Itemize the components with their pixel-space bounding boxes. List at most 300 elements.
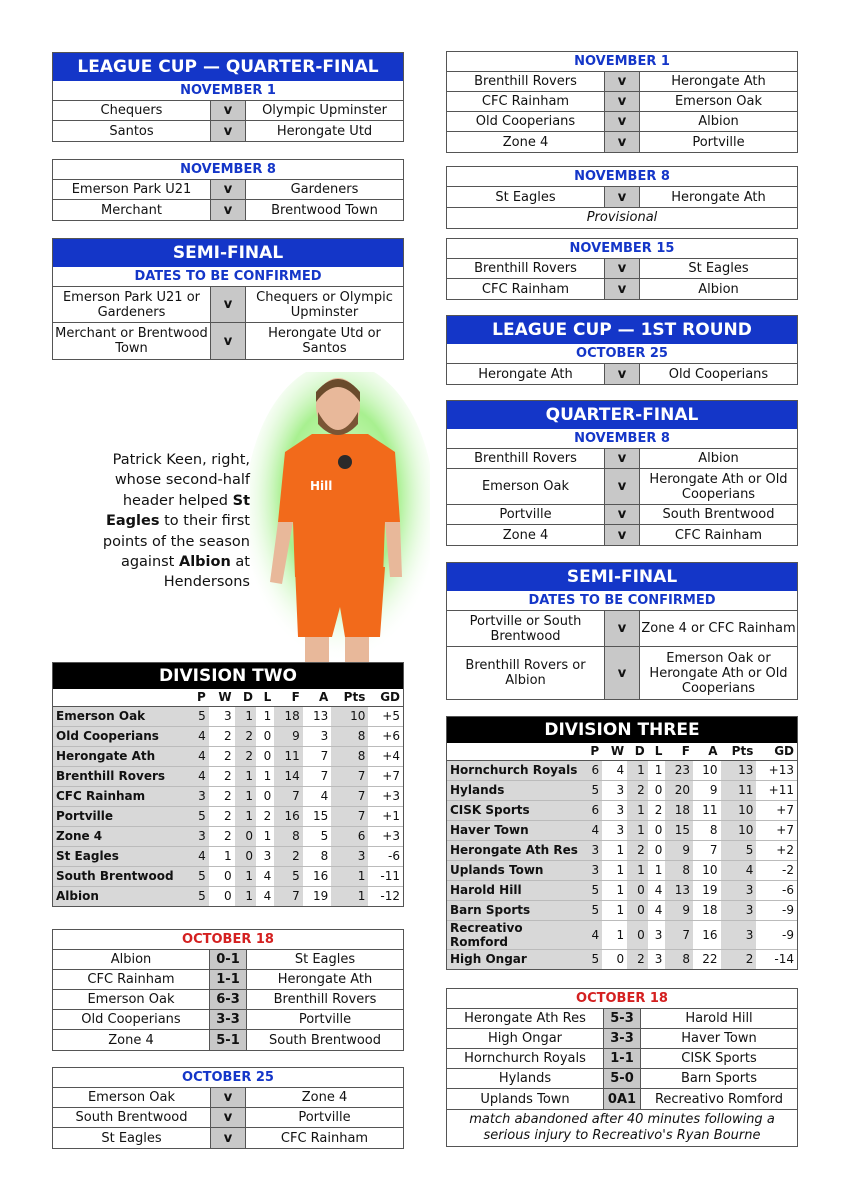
- stat-cell: 5: [583, 949, 602, 969]
- home-team: Merchant or Brentwood Town: [55, 326, 208, 356]
- fixture-row: [447, 132, 797, 152]
- stat-cell: 2: [209, 786, 235, 806]
- table-row: [53, 866, 403, 886]
- away-team: Zone 4 or CFC Rainham: [641, 621, 796, 636]
- score: 5-1: [209, 1030, 247, 1050]
- stat-cell: 9: [274, 726, 303, 746]
- stat-cell: 19: [312, 889, 329, 904]
- stat-cell: 0: [616, 952, 625, 967]
- provisional-note: Provisional: [447, 207, 797, 228]
- stat-cell: 5: [189, 866, 209, 886]
- column-header: A: [693, 743, 721, 760]
- stat-cell: 10: [721, 800, 757, 820]
- home-team: Brenthill Rovers: [474, 451, 577, 466]
- away-team: Portville: [692, 134, 745, 150]
- team-name: Hornchurch Royals: [447, 760, 583, 780]
- stat-cell: 3: [648, 920, 666, 949]
- home-team: Zone 4: [502, 527, 549, 543]
- home-team: Santos: [109, 123, 154, 139]
- home-team: St Eagles: [495, 189, 556, 205]
- home-team: Uplands Town: [480, 1091, 570, 1107]
- stat-cell: 7: [274, 886, 303, 906]
- div2-oct18-results: [52, 929, 404, 1051]
- versus-label: v: [604, 469, 640, 504]
- stat-cell: 1: [209, 846, 235, 866]
- stat-cell: 16: [274, 806, 303, 826]
- stat-cell: 1: [256, 826, 274, 846]
- stat-cell: 5: [303, 826, 332, 846]
- team-name: Zone 4: [53, 826, 189, 846]
- table-title: DIVISION TWO: [53, 663, 403, 689]
- qf2-box: [446, 400, 798, 546]
- away-team: Harold Hill: [685, 1011, 753, 1026]
- stat-cell: 8: [693, 820, 721, 840]
- stat-cell: +2: [756, 840, 797, 860]
- stat-cell: 16: [693, 920, 721, 949]
- stat-cell: 4: [602, 760, 627, 780]
- fixture-row: [53, 950, 403, 970]
- stat-cell: +6: [368, 726, 403, 746]
- fixture-row: [447, 364, 797, 384]
- stat-cell: 7: [331, 786, 368, 806]
- stat-cell: 4: [263, 889, 272, 904]
- stat-cell: 4: [648, 880, 666, 900]
- stat-cell: 7: [331, 766, 368, 786]
- stat-cell: 13: [665, 880, 693, 900]
- home-team: South Brentwood: [75, 1110, 188, 1125]
- versus-label: v: [210, 200, 246, 220]
- stat-cell: 4: [648, 900, 666, 920]
- fixture-row: [53, 180, 403, 200]
- stat-cell: 13: [303, 706, 332, 726]
- stat-cell: 1: [602, 920, 627, 949]
- section-header: SEMI-FINAL: [53, 239, 403, 267]
- stat-cell: 1: [627, 760, 648, 780]
- stat-cell: 2: [627, 840, 648, 860]
- stat-cell: 2: [209, 826, 235, 846]
- column-header: F: [274, 689, 303, 706]
- stat-cell: 10: [331, 706, 368, 726]
- fixture-row: [447, 279, 797, 299]
- away-team: South Brentwood: [268, 1032, 382, 1048]
- section-header: SEMI-FINAL: [447, 563, 797, 591]
- stat-cell: 1: [235, 786, 256, 806]
- stat-cell: -11: [368, 866, 403, 886]
- stat-cell: 5: [189, 886, 209, 906]
- table-row: [53, 706, 403, 726]
- score: 0-1: [209, 950, 247, 969]
- stat-cell: 5: [721, 840, 757, 860]
- caption-text: to their first points of the season against: [102, 513, 250, 571]
- versus-label: v: [604, 364, 640, 384]
- table-row: [447, 949, 797, 969]
- stat-cell: 3: [256, 846, 274, 866]
- home-team: Hylands: [498, 1071, 552, 1086]
- stat-cell: 4: [721, 860, 757, 880]
- caption-team: Albion: [178, 554, 231, 571]
- stat-cell: 4: [189, 726, 209, 746]
- stat-cell: 8: [303, 846, 332, 866]
- stat-cell: 3: [721, 900, 757, 920]
- table-row: [447, 860, 797, 880]
- versus-label: v: [210, 1108, 246, 1127]
- stat-cell: 11: [721, 780, 757, 800]
- score: 3-3: [209, 1010, 247, 1029]
- home-team: Emerson Oak: [481, 479, 570, 494]
- league-cup-qf-box: [52, 52, 404, 142]
- fixture-row: [53, 200, 403, 220]
- stat-cell: 1: [235, 866, 256, 886]
- home-team: High Ongar: [487, 1031, 563, 1046]
- stat-cell: 5: [189, 806, 209, 826]
- away-team: St Eagles: [294, 952, 356, 967]
- team-name: Barn Sports: [447, 900, 583, 920]
- fixture-row: [447, 72, 797, 92]
- home-team: Emerson Park U21 or Gardeners: [62, 289, 201, 320]
- fixture-row: [447, 187, 797, 207]
- stat-cell: 1: [627, 860, 648, 880]
- stat-cell: 1: [648, 760, 666, 780]
- fixture-row: [53, 970, 403, 990]
- table-header-row: [447, 743, 797, 760]
- away-team: Herongate Ath or Old Cooperians: [649, 471, 788, 502]
- fixture-row: [447, 1049, 797, 1069]
- column-header: Pts: [331, 689, 368, 706]
- stat-cell: 2: [627, 949, 648, 969]
- stat-cell: 18: [274, 706, 303, 726]
- home-team: Old Cooperians: [81, 1012, 181, 1027]
- table-row: [447, 820, 797, 840]
- stat-cell: 1: [648, 860, 666, 880]
- away-team: Barn Sports: [680, 1071, 758, 1086]
- stat-cell: 6: [331, 826, 368, 846]
- away-team: CISK Sports: [681, 1051, 757, 1066]
- stat-cell: 3: [721, 880, 757, 900]
- away-team: Herongate Ath: [277, 972, 373, 987]
- score: 0A1: [603, 1089, 641, 1109]
- away-team: Herongate Utd: [276, 123, 373, 139]
- fixture-row: [447, 92, 797, 112]
- stat-cell: 9: [665, 900, 693, 920]
- home-team: Emerson Oak: [87, 1090, 176, 1105]
- stat-cell: -9: [756, 920, 797, 949]
- stat-cell: +7: [756, 820, 797, 840]
- stat-cell: 19: [693, 880, 721, 900]
- away-team: Zone 4: [301, 1090, 348, 1105]
- home-team: CFC Rainham: [87, 972, 175, 987]
- stat-cell: 7: [274, 786, 303, 806]
- stat-cell: 10: [693, 760, 721, 780]
- stat-cell: 16: [303, 866, 332, 886]
- fixture-row: [53, 990, 403, 1010]
- versus-label: v: [210, 287, 246, 322]
- league-table: [447, 743, 797, 969]
- column-header: P: [583, 743, 602, 760]
- abandoned-note: match abandoned after 40 minutes following a serious injury to Recreativo's Ryan Bourne: [447, 1109, 797, 1146]
- fixture-date: NOVEMBER 1: [447, 52, 797, 72]
- versus-label: v: [604, 92, 640, 111]
- table-row: [53, 726, 403, 746]
- league-cup-qf-nov8-box: [52, 159, 404, 221]
- stat-cell: 11: [274, 746, 303, 766]
- stat-cell: 5: [583, 880, 602, 900]
- team-name: Herongate Ath Res: [447, 840, 583, 860]
- stat-cell: 0: [256, 746, 274, 766]
- table-title: DIVISION THREE: [447, 717, 797, 743]
- away-team: Emerson Oak or Herongate Ath or Old Cooperians: [649, 650, 788, 696]
- stat-cell: 1: [331, 866, 368, 886]
- nov1-fixtures: [446, 51, 798, 153]
- stat-cell: 3: [721, 920, 757, 949]
- team-name: Haver Town: [447, 820, 583, 840]
- nov8-fixtures: [446, 166, 798, 229]
- stat-cell: 3: [209, 706, 235, 726]
- stat-cell: 0: [648, 840, 666, 860]
- stat-cell: -9: [756, 900, 797, 920]
- nov15-fixtures: [446, 238, 798, 300]
- column-header: D: [627, 743, 648, 760]
- fixture-row: [53, 101, 403, 121]
- fixture-row: [447, 647, 797, 699]
- table-row: [53, 806, 403, 826]
- team-name: Portville: [53, 806, 189, 826]
- div3-oct18-results: [446, 988, 798, 1147]
- table-row: [447, 780, 797, 800]
- away-team: Herongate Ath: [671, 189, 766, 205]
- stat-cell: 0: [235, 846, 256, 866]
- home-team: Old Cooperians: [475, 114, 576, 129]
- fixture-row: [53, 1088, 403, 1108]
- division-two-table: [52, 662, 404, 907]
- stat-cell: 3: [303, 726, 332, 746]
- stat-cell: 0: [235, 826, 256, 846]
- stat-cell: 7: [303, 746, 332, 766]
- stat-cell: -6: [368, 846, 403, 866]
- stat-cell: 2: [627, 780, 648, 800]
- away-team: CFC Rainham: [280, 1130, 369, 1146]
- stat-cell: 1: [235, 766, 256, 786]
- column-header: GD: [368, 689, 403, 706]
- table-row: [53, 846, 403, 866]
- stat-cell: 1: [602, 900, 627, 920]
- stat-cell: +7: [368, 766, 403, 786]
- stat-cell: 6: [583, 800, 602, 820]
- home-team: Merchant: [101, 202, 162, 218]
- league-cup-r1-box: [446, 315, 798, 385]
- score: 5-0: [603, 1069, 641, 1088]
- versus-label: v: [210, 101, 246, 120]
- div2-oct25-fixtures: [52, 1067, 404, 1149]
- photo-caption: [100, 450, 250, 593]
- stat-cell: 3: [189, 786, 209, 806]
- score: 1-1: [209, 970, 247, 989]
- stat-cell: +4: [368, 746, 403, 766]
- column-header: GD: [756, 743, 797, 760]
- home-team: Brenthill Rovers: [474, 261, 577, 276]
- home-team: Herongate Ath Res: [464, 1011, 586, 1026]
- stat-cell: 2: [648, 800, 666, 820]
- home-team: Brenthill Rovers or Albion: [465, 658, 586, 688]
- stat-cell: 0: [627, 880, 648, 900]
- fixture-row: [53, 1030, 403, 1050]
- home-team: Chequers: [100, 103, 163, 118]
- score: 5-3: [603, 1009, 641, 1028]
- team-name: Harold Hill: [447, 880, 583, 900]
- stat-cell: 10: [721, 820, 757, 840]
- away-team: Olympic Upminster: [262, 103, 387, 118]
- table-row: [447, 880, 797, 900]
- stat-cell: 3: [189, 826, 209, 846]
- team-name: Uplands Town: [447, 860, 583, 880]
- home-team: Zone 4: [108, 1032, 154, 1048]
- fixture-row: [447, 449, 797, 469]
- away-team: Old Cooperians: [668, 366, 769, 382]
- stat-cell: +3: [368, 786, 403, 806]
- stat-cell: 2: [209, 746, 235, 766]
- stat-cell: 2: [235, 746, 256, 766]
- team-name: High Ongar: [447, 949, 583, 969]
- away-team: Portville: [298, 1012, 352, 1027]
- stat-cell: 8: [331, 746, 368, 766]
- stat-cell: 10: [693, 860, 721, 880]
- stat-cell: 8: [665, 949, 693, 969]
- stat-cell: 4: [583, 820, 602, 840]
- team-name: South Brentwood: [53, 866, 189, 886]
- versus-label: v: [604, 505, 640, 524]
- fixture-row: [447, 525, 797, 545]
- fixture-row: [53, 287, 403, 323]
- away-team: Haver Town: [681, 1031, 757, 1046]
- away-team: Herongate Ath: [671, 74, 766, 89]
- stat-cell: 1: [256, 706, 274, 726]
- home-team: CFC Rainham: [481, 94, 570, 109]
- versus-label: v: [604, 449, 640, 468]
- stat-cell: 2: [209, 766, 235, 786]
- versus-label: v: [604, 132, 640, 152]
- stat-cell: +13: [756, 760, 797, 780]
- table-row: [447, 920, 797, 949]
- stat-cell: -6: [756, 880, 797, 900]
- home-team: St Eagles: [101, 1130, 162, 1146]
- team-name: CISK Sports: [447, 800, 583, 820]
- fixture-row: [447, 1009, 797, 1029]
- stat-cell: 8: [331, 726, 368, 746]
- away-team: Brenthill Rovers: [273, 992, 377, 1007]
- team-name: Recreativo Romford: [447, 920, 583, 949]
- table-row: [53, 766, 403, 786]
- stat-cell: 8: [274, 826, 303, 846]
- team-name: CFC Rainham: [53, 786, 189, 806]
- away-team: Brentwood Town: [271, 202, 378, 218]
- fixture-date: OCTOBER 25: [447, 344, 797, 364]
- stat-cell: 18: [693, 900, 721, 920]
- away-team: Albion: [698, 451, 739, 466]
- stat-cell: 1: [602, 860, 627, 880]
- score: 3-3: [603, 1029, 641, 1048]
- column-header: D: [235, 689, 256, 706]
- fixture-date: NOVEMBER 8: [447, 429, 797, 449]
- league-cup-sf-box: [52, 238, 404, 360]
- stat-cell: 4: [256, 866, 274, 886]
- caption-text: at Hendersons: [163, 554, 250, 591]
- fixture-row: [53, 1010, 403, 1030]
- sf2-box: [446, 562, 798, 700]
- stat-cell: 0: [627, 920, 648, 949]
- column-header: A: [303, 689, 332, 706]
- fixture-row: [447, 505, 797, 525]
- home-team: Albion: [110, 952, 152, 967]
- stat-cell: 2: [235, 726, 256, 746]
- column-header: Pts: [721, 743, 757, 760]
- fixture-row: [53, 1108, 403, 1128]
- fixture-date: DATES TO BE CONFIRMED: [447, 591, 797, 611]
- column-header: W: [209, 689, 235, 706]
- stat-cell: 3: [654, 952, 663, 967]
- team-column-header: [53, 689, 189, 706]
- section-header: LEAGUE CUP — 1ST ROUND: [447, 316, 797, 344]
- stat-cell: 7: [331, 806, 368, 826]
- fixture-date: OCTOBER 18: [53, 930, 403, 950]
- fixture-date: OCTOBER 25: [53, 1068, 403, 1088]
- table-row: [447, 800, 797, 820]
- stat-cell: 2: [256, 806, 274, 826]
- versus-label: v: [604, 279, 640, 299]
- team-name: Hylands: [447, 780, 583, 800]
- stat-cell: 4: [303, 786, 332, 806]
- versus-label: v: [604, 259, 640, 278]
- column-header: W: [602, 743, 627, 760]
- stat-cell: 18: [665, 800, 693, 820]
- home-team: Zone 4: [502, 134, 549, 150]
- away-team: St Eagles: [688, 261, 749, 276]
- stat-cell: 0: [627, 900, 648, 920]
- away-team: Gardeners: [290, 182, 359, 197]
- stat-cell: 4: [189, 846, 209, 866]
- stat-cell: -12: [380, 889, 400, 904]
- fixture-row: [447, 259, 797, 279]
- stat-cell: 5: [189, 706, 209, 726]
- home-team: Hornchurch Royals: [464, 1051, 586, 1066]
- versus-label: v: [210, 323, 246, 359]
- stat-cell: 0: [256, 726, 274, 746]
- stat-cell: 1: [602, 880, 627, 900]
- stat-cell: 0: [223, 889, 232, 904]
- table-header-row: [53, 689, 403, 706]
- stat-cell: 3: [602, 800, 627, 820]
- stat-cell: 0: [256, 786, 274, 806]
- versus-label: v: [604, 112, 640, 131]
- stat-cell: 1: [256, 766, 274, 786]
- away-team: Herongate Utd or Santos: [268, 326, 381, 356]
- score: 6-3: [209, 990, 247, 1009]
- stat-cell: 5: [583, 780, 602, 800]
- fixture-row: [447, 112, 797, 132]
- table-row: [53, 886, 403, 906]
- stat-cell: -2: [756, 860, 797, 880]
- away-team: Albion: [698, 114, 739, 129]
- table-row: [447, 760, 797, 780]
- home-team: CFC Rainham: [481, 281, 570, 297]
- away-team: Portville: [298, 1110, 351, 1125]
- fixture-date: NOVEMBER 8: [53, 160, 403, 180]
- score: 1-1: [603, 1049, 641, 1068]
- away-team: CFC Rainham: [674, 527, 763, 543]
- stat-cell: 14: [274, 766, 303, 786]
- stat-cell: 1: [235, 886, 256, 906]
- stat-cell: 8: [665, 860, 693, 880]
- caption-team: St Eagles: [105, 492, 250, 530]
- versus-label: v: [604, 187, 640, 207]
